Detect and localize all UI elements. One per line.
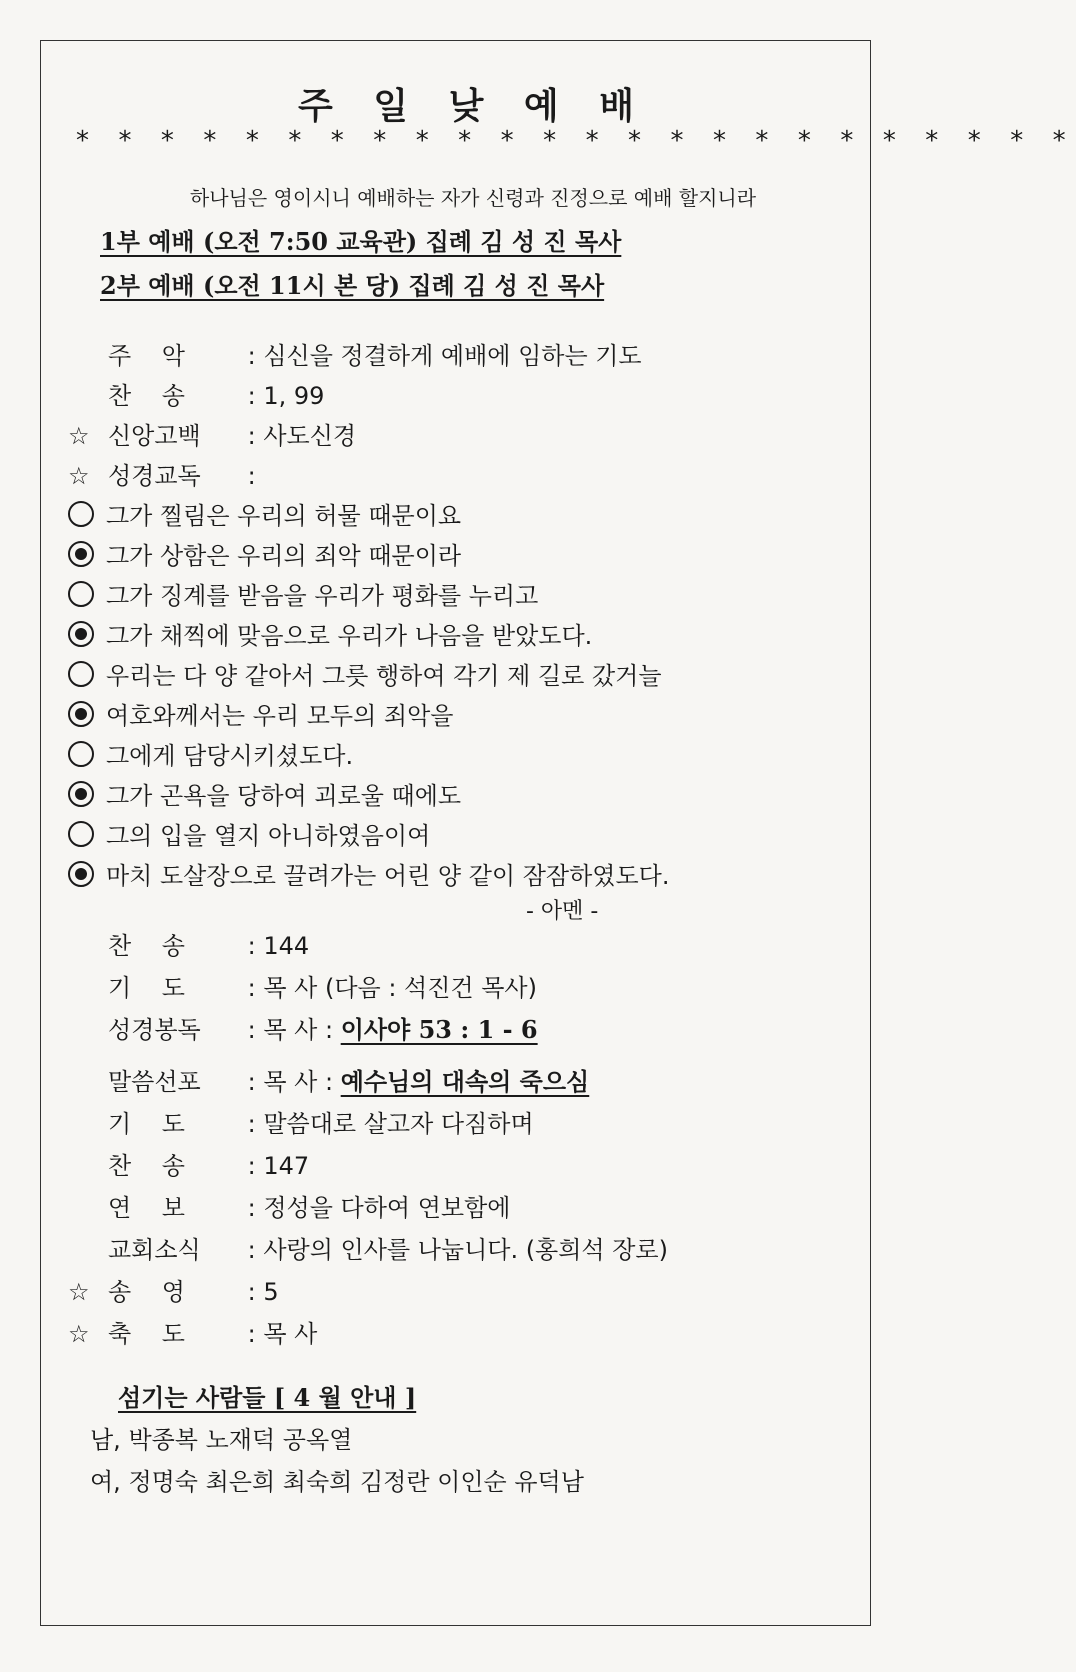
order-text: 심신을 정결하게 예배에 임하는 기도 [263,342,642,370]
order-text: 144 [263,932,310,960]
reading-line [68,538,461,574]
order-label: 연 보 [108,1194,185,1222]
order-label: 기 도 [108,974,185,1002]
order-item: 기 도 : 말씀대로 살고자 다짐하며 [68,1106,534,1142]
star-divider: * * * * * * * * * * * * * * * * * * * * * * * * [76,126,1076,156]
order-label: 찬 송 [108,382,185,410]
header-verse: 하나님은 영이시니 예배하는 자가 신령과 진정으로 예배 할지니라 [189,186,757,210]
open-circle-icon [68,741,94,767]
filled-circle-icon [68,621,94,647]
order-text: 목 사 [263,1320,318,1348]
order-text: 말씀대로 살고자 다짐하며 [263,1110,534,1138]
order-text: 1, 99 [263,382,325,410]
order-item: 성경봉독 : 목 사 : 이사야 53 : 1 - 6 [68,1012,538,1048]
filled-circle-icon [68,701,94,727]
reading-line [68,658,662,694]
open-circle-icon [68,501,94,527]
reading-line [68,698,453,734]
page-title: 주 일 낮 예 배 [297,85,648,127]
reading-text: 우리는 다 양 같아서 그릇 행하여 각기 제 길로 갔거늘 [106,662,662,690]
reading-text: 그가 상함은 우리의 죄악 때문이라 [106,542,462,570]
star-icon: ☆ [68,422,90,450]
order-label: 말씀선포 [108,1068,201,1096]
reading-line [68,778,461,814]
order-item: 주 악 : 심신을 정결하게 예배에 임하는 기도 [68,338,642,374]
order-label: 송 영 [108,1278,185,1306]
reading-text: 마치 도살장으로 끌려가는 어린 양 같이 잠잠하였도다. [106,862,670,890]
reading-text: 그에게 담당시키셨도다. [106,742,354,770]
order-item: 교회소식 : 사랑의 인사를 나눕니다. (홍희석 장로) [68,1232,668,1268]
reading-line [68,618,592,654]
reading-line [68,578,538,614]
order-label: 찬 송 [108,932,185,960]
order-label: 성경봉독 [108,1016,201,1044]
order-item: 찬 송 : 1, 99 [68,378,324,414]
order-item: ☆ 성경교독 : [68,458,256,494]
order-label: 교회소식 [108,1236,201,1264]
reading-text: 그가 곤욕을 당하여 괴로울 때에도 [106,782,462,810]
order-text: 사랑의 인사를 나눕니다. (홍희석 장로) [263,1236,668,1264]
order-item: 말씀선포 : 목 사 : 예수님의 대속의 죽으심 [68,1064,589,1100]
order-item: 찬 송 : 147 [68,1148,309,1184]
order-text: 목 사 : [263,1016,341,1044]
open-circle-icon [68,821,94,847]
reading-line [68,818,430,854]
order-label: 기 도 [108,1110,185,1138]
star-icon: ☆ [68,1278,90,1306]
filled-circle-icon [68,781,94,807]
reading-text: 그가 찔림은 우리의 허물 때문이요 [106,502,462,530]
service-1-info: 1부 예배 (오전 7:50 교육관) 집례 김 성 진 목사 [100,227,622,256]
reading-text: 그가 채찍에 맞음으로 우리가 나음을 받았도다. [106,622,593,650]
ushers-men: 남, 박종복 노재덕 공옥열 [90,1426,353,1454]
order-item: ☆ 신앙고백 : 사도신경 [68,418,356,454]
sermon-title: 예수님의 대속의 죽으심 [340,1067,590,1096]
reading-line [68,738,353,774]
order-item: 연 보 : 정성을 다하여 연보함에 [68,1190,510,1226]
reading-text: 그의 입을 열지 아니하였음이여 [106,822,431,850]
reading-text: 그가 징계를 받음을 우리가 평화를 누리고 [106,582,539,610]
order-item: 찬 송 : 144 [68,928,309,964]
reading-text: 여호와께서는 우리 모두의 죄악을 [106,702,454,730]
order-label: 성경교독 [108,462,201,490]
amen: - 아멘 - [526,899,599,924]
filled-circle-icon [68,861,94,887]
open-circle-icon [68,581,94,607]
order-label: 축 도 [108,1320,185,1348]
reading-line [68,858,669,894]
filled-circle-icon [68,541,94,567]
order-label: 주 악 [108,342,185,370]
open-circle-icon [68,661,94,687]
order-item: ☆ 송 영 : 5 [68,1274,279,1310]
order-text: 목 사 : [263,1068,341,1096]
star-icon: ☆ [68,462,90,490]
scripture-reference: 이사야 53 : 1 - 6 [340,1015,538,1044]
order-text: 사도신경 [263,422,357,450]
star-icon: ☆ [68,1320,90,1348]
order-label: 찬 송 [108,1152,185,1180]
order-text: 목 사 (다음 : 석진건 목사) [263,974,537,1002]
order-text: 정성을 다하여 연보함에 [263,1194,511,1222]
order-text: 147 [263,1152,310,1180]
reading-line [68,498,461,534]
order-item: ☆ 축 도 : 목 사 [68,1316,317,1352]
order-text: 5 [263,1278,279,1306]
ushers-women: 여, 정명숙 최은희 최숙희 김정란 이인순 유덕남 [90,1468,584,1496]
ushers-heading: 섬기는 사람들 [ 4 월 안내 ] [118,1383,417,1412]
order-label: 신앙고백 [108,422,201,450]
order-item: 기 도 : 목 사 (다음 : 석진건 목사) [68,970,537,1006]
service-2-info: 2부 예배 (오전 11시 본 당) 집례 김 성 진 목사 [100,271,605,300]
